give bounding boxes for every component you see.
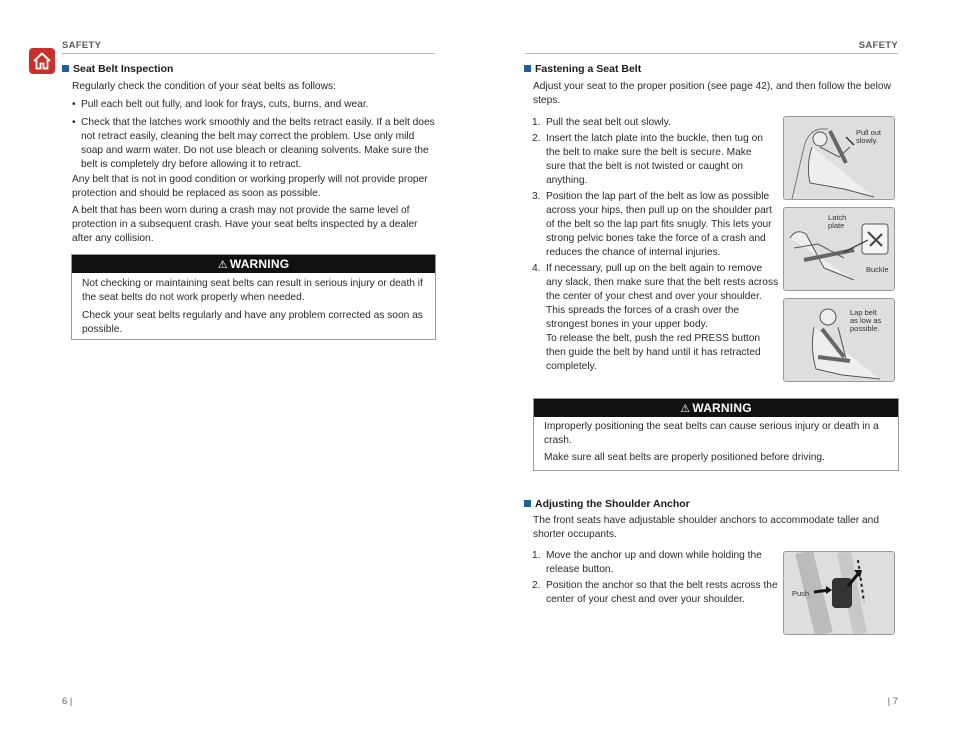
warning-header: ⚠ WARNING — [534, 399, 898, 417]
inspection-para-1: Any belt that is not in good condition or working properly will not provide proper protection and should be replaced as soon as possible. — [72, 174, 428, 199]
section-marker-icon — [524, 500, 531, 507]
warning-line-1: Improperly positioning the seat belts can cause serious injury or death in a crash. — [544, 421, 879, 446]
fasten-step-4: 4. If necessary, pull up on the belt again to remove any slack, then make sure that the belt rests across the center of your chest and over your shoulder. This spreads the forces of a crash over the strongest bones in your upper body. — [532, 263, 779, 330]
shoulder-anchor-title: Adjusting the Shoulder Anchor — [524, 498, 690, 510]
warning-box-right — [533, 398, 899, 471]
inspection-intro: Regularly check the condition of your seat belts as follows: — [72, 81, 336, 92]
anchor-step-2: 2. Position the anchor so that the belt rests across the center of your chest and over your shoulder. — [532, 580, 778, 605]
warning-triangle-icon: ⚠ — [217, 259, 228, 271]
anchor-step-1: 1. Move the anchor up and down while holding the release button. — [532, 550, 762, 575]
header-right: SAFETY — [858, 40, 898, 51]
latch-plate-label: Latch plate — [828, 213, 847, 230]
section-marker-icon — [524, 65, 531, 72]
warning-box-left — [71, 254, 436, 340]
header-rule-right — [525, 53, 898, 54]
fasten-step-1: 1. Pull the seat belt out slowly. — [532, 117, 671, 128]
figure-latch-buckle — [783, 207, 895, 291]
warning-line-1: Not checking or maintaining seat belts can result in serious injury or death if the seat belts do not work properly when needed. — [82, 278, 423, 303]
pull-out-label: Pull out slowly. — [856, 128, 882, 145]
home-button[interactable] — [29, 48, 55, 74]
inspection-bullet-2: • Check that the latches work smoothly and the belts retract easily. If a belt does not retract easily, cleaning the belt may correct the problem. Use only mild soap and warm water. Do not use bleach or cleaning solvents. Make sure the belt is completely dry before allowing it to retract. — [72, 116, 436, 172]
figure-pull-belt — [783, 116, 895, 200]
warning-triangle-icon: ⚠ — [680, 403, 691, 415]
warning-line-2: Check your seat belts regularly and have any problem corrected as soon as possible. — [82, 310, 423, 335]
fastening-intro: Adjust your seat to the proper position (see page 42), and then follow the below steps. — [533, 81, 891, 106]
seat-belt-inspection-title: Seat Belt Inspection — [62, 63, 173, 75]
page-number-left: 6 | — [62, 696, 73, 707]
warning-line-2: Make sure all seat belts are properly positioned before driving. — [544, 452, 825, 463]
figure-lap-belt — [783, 298, 895, 382]
page-number-right: | 7 — [887, 696, 898, 707]
inspection-para-2: A belt that has been worn during a crash may not provide the same level of protection in a subsequent crash. Have your seat belts inspected by a dealer after any collision. — [72, 205, 418, 244]
section-marker-icon — [62, 65, 69, 72]
header-left: SAFETY — [62, 40, 102, 51]
buckle-label: Buckle — [866, 265, 889, 274]
figure-shoulder-anchor — [783, 551, 895, 635]
fasten-step-2: 2. Insert the latch plate into the buckle, then tug on the belt to make sure the belt is secure. Make sure that the belt is not twisted or caught on anything. — [532, 133, 763, 186]
lap-belt-label: Lap belt as low as possible. — [850, 308, 882, 333]
release-instruction: To release the belt, push the red PRESS button then guide the belt by hand until it has retracted completely. — [546, 333, 761, 372]
header-rule-left — [62, 53, 435, 54]
home-icon — [29, 48, 55, 74]
fasten-step-3: 3. Position the lap part of the belt as low as possible across your hips, then pull up on the shoulder part of the belt so the lap part fits snugly. This lets your strong pelvic bones take the force of a crash and reduces the chance of internal injuries. — [532, 191, 772, 258]
anchor-intro: The front seats have adjustable shoulder anchors to accommodate taller and shorter occupants. — [533, 515, 880, 540]
fastening-seat-belt-title: Fastening a Seat Belt — [524, 63, 641, 75]
warning-header: ⚠ WARNING — [72, 255, 435, 273]
push-label: Push — [792, 589, 810, 598]
inspection-bullet-1: • Pull each belt out fully, and look for frays, cuts, burns, and wear. — [72, 98, 436, 112]
